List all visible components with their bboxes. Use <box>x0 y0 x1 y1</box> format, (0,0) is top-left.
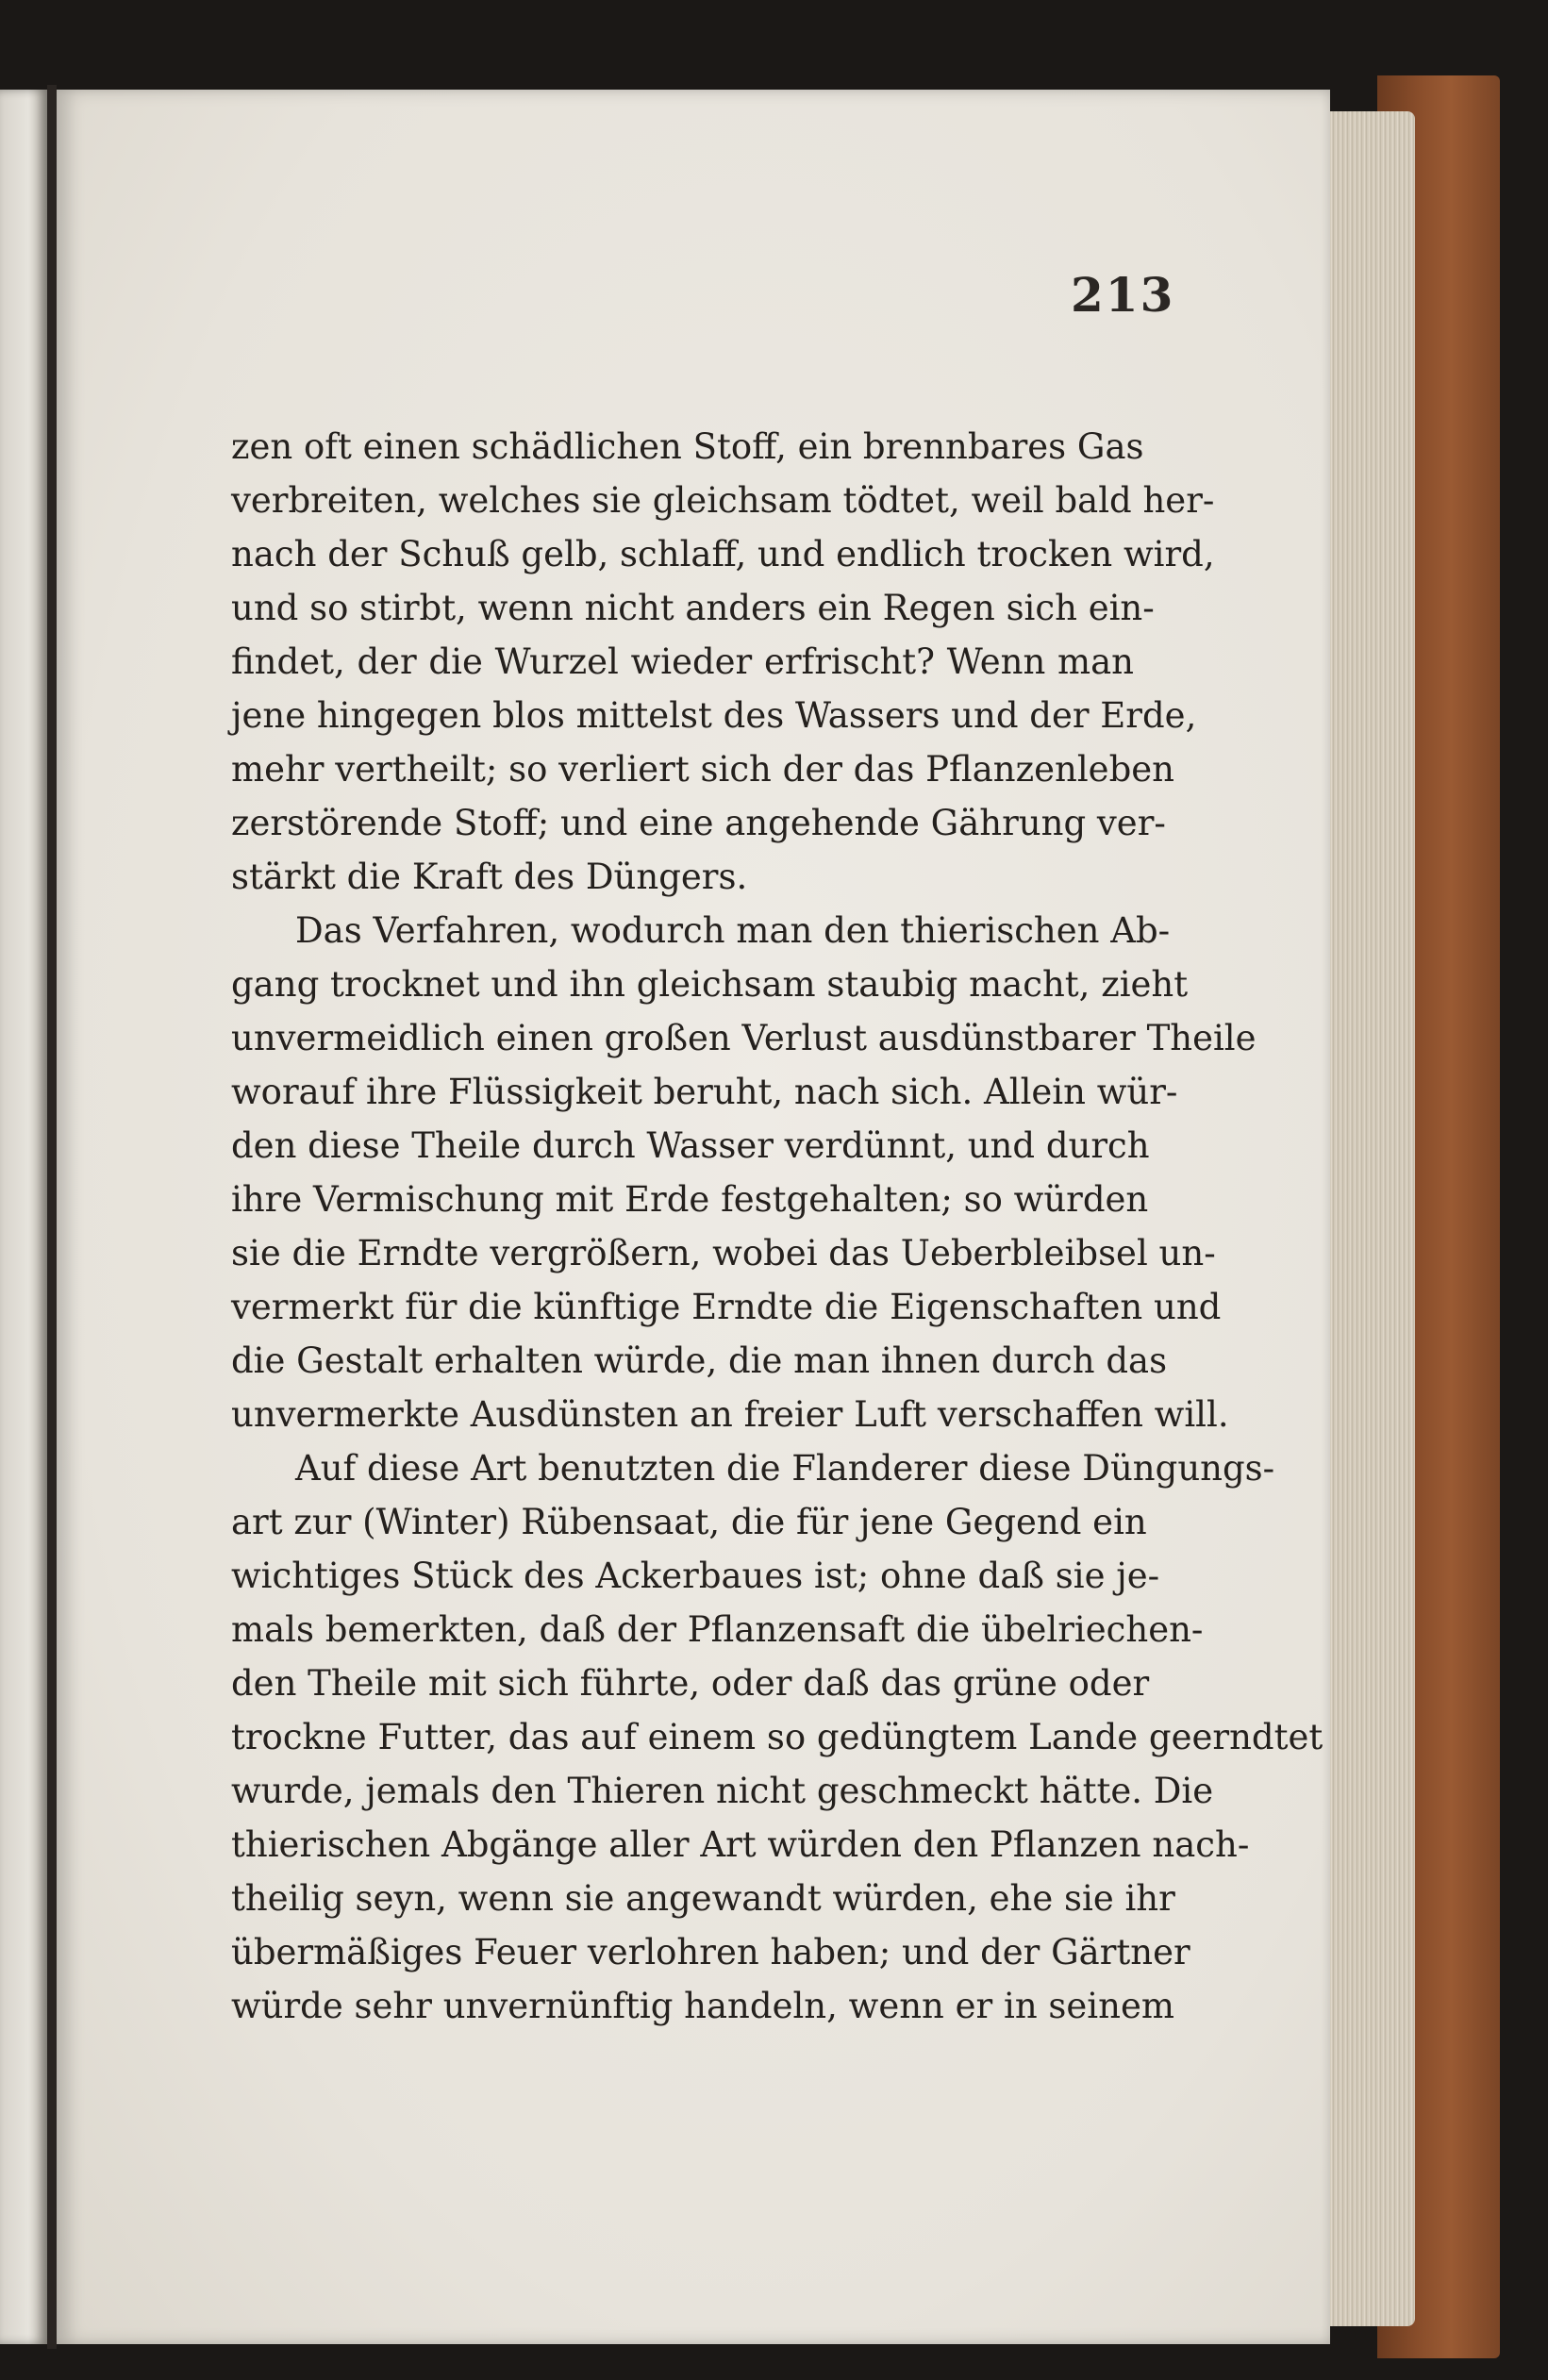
text-line: Auf diese Art benutzten die Flanderer diese Düngungs- <box>295 1448 1275 1489</box>
text-line: den Theile mit sich führte, oder daß das grüne oder <box>231 1663 1150 1704</box>
text-line: nach der Schuß gelb, schlaff, und endlich trocken wird, <box>231 534 1215 574</box>
text-line: würde sehr unvernünftig handeln, wenn er in seinem <box>231 1986 1174 2026</box>
text-line: zen oft einen schädlichen Stoff, ein brennbares Gas <box>231 426 1144 467</box>
text-line: vermerkt für die künftige Erndte die Eigenschaften und <box>231 1287 1222 1327</box>
text-line: mehr vertheilt; so verliert sich der das Pflanzenleben <box>231 749 1174 790</box>
book-gutter <box>47 85 57 2349</box>
text-line: mals bemerkten, daß der Pflanzensaft die übelriechen- <box>231 1609 1204 1650</box>
left-page-edge <box>0 90 47 2344</box>
text-line: trockne Futter, das auf einem so gedüngtem Lande geerndtet <box>231 1717 1323 1757</box>
text-line: stärkt die Kraft des Düngers. <box>231 857 748 897</box>
text-line: zerstörende Stoff; und eine angehende Gährung ver- <box>231 803 1166 843</box>
text-line: die Gestalt erhalten würde, die man ihnen durch das <box>231 1340 1168 1381</box>
text-line: den diese Theile durch Wasser verdünnt, und durch <box>231 1125 1150 1166</box>
text-line: theilig seyn, wenn sie angewandt würden, ehe sie ihr <box>231 1878 1175 1919</box>
text-line: jene hingegen blos mittelst des Wassers und der Erde, <box>231 695 1197 736</box>
text-line: und so stirbt, wenn nicht anders ein Regen sich ein- <box>231 588 1155 628</box>
body-text <box>231 420 1323 2033</box>
text-line: art zur (Winter) Rübensaat, die für jene Gegend ein <box>231 1502 1147 1542</box>
text-line: gang trocknet und ihn gleichsam staubig macht, zieht <box>231 964 1189 1005</box>
text-line: wichtiges Stück des Ackerbaues ist; ohne daß sie je- <box>231 1556 1160 1596</box>
text-line: Das Verfahren, wodurch man den thierischen Ab- <box>295 910 1171 951</box>
page-edges <box>1321 111 1415 2326</box>
page-number: 213 <box>1071 267 1175 323</box>
text-line: findet, der die Wurzel wieder erfrischt? Wenn man <box>231 641 1134 682</box>
text-line: unvermerkte Ausdünsten an freier Luft verschaffen will. <box>231 1394 1229 1435</box>
text-line: thierischen Abgänge aller Art würden den Pflanzen nach- <box>231 1824 1250 1865</box>
text-line: unvermeidlich einen großen Verlust ausdünstbarer Theile <box>231 1018 1257 1058</box>
text-line: verbreiten, welches sie gleichsam tödtet, weil bald her- <box>231 480 1215 521</box>
text-line: sie die Erndte vergrößern, wobei das Ueberbleibsel un- <box>231 1233 1216 1273</box>
text-line: ihre Vermischung mit Erde festgehalten; so würden <box>231 1179 1149 1220</box>
book-page <box>57 90 1330 2344</box>
text-line: übermäßiges Feuer verlohren haben; und der Gärtner <box>231 1932 1190 1972</box>
text-line: wurde, jemals den Thieren nicht geschmeckt hätte. Die <box>231 1771 1214 1811</box>
text-line: worauf ihre Flüssigkeit beruht, nach sich. Allein wür- <box>231 1072 1178 1112</box>
